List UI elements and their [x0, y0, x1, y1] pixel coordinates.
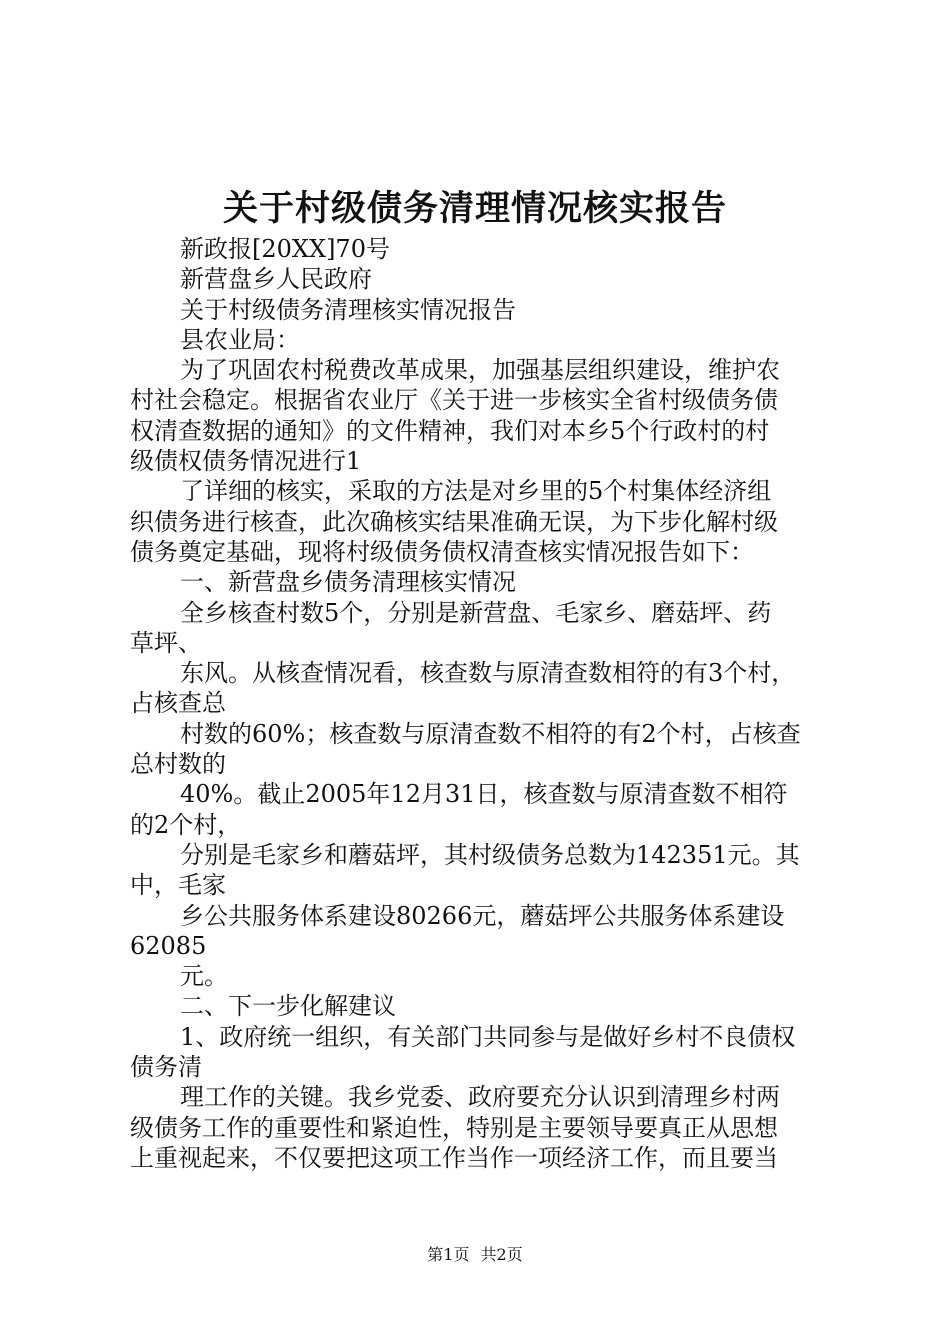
text-line: 40%。截止2005年12月31日，核查数与原清查数不相符 — [180, 780, 788, 809]
text-line: 一、新营盘乡债务清理核实情况 — [180, 568, 516, 597]
text-line: 1、政府统一组织，有关部门共同参与是做好乡村不良债权 — [180, 1022, 796, 1051]
text-line: 元。 — [180, 962, 228, 991]
text-line: 新政报[20XX]70号 — [180, 235, 390, 263]
document-title: 关于村级债务清理情况核实报告 — [222, 188, 727, 229]
text-line: 草坪、 — [130, 628, 202, 657]
text-line: 乡公共服务体系建设80266元，蘑菇坪公共服务体系建设 — [180, 901, 785, 930]
text-line: 为了巩固农村税费改革成果，加强基层组织建设，维护农 — [180, 356, 780, 385]
text-line: 新营盘乡人民政府 — [180, 265, 372, 294]
text-line: 县农业局： — [180, 325, 300, 354]
text-line: 总村数的 — [130, 750, 226, 779]
page-total: 共2页 — [480, 1245, 523, 1264]
text-line: 关于村级债务清理核实情况报告 — [180, 295, 516, 324]
text-line: 分别是毛家乡和蘑菇坪，其村级债务总数为142351元。其 — [180, 840, 800, 869]
text-line: 村社会稳定。根据省农业厅《关于进一步核实全省村级债务债 — [130, 386, 778, 415]
text-line: 上重视起来，不仅要把这项工作当作一项经济工作，而且要当 — [130, 1143, 778, 1172]
text-line: 权清查数据的通知》的文件精神，我们对本乡5个行政村的村 — [130, 416, 770, 445]
text-line: 全乡核查村数5个，分别是新营盘、毛家乡、磨菇坪、药 — [180, 598, 772, 627]
document-body — [130, 234, 830, 1173]
text-line: 的2个村， — [130, 810, 242, 839]
text-line: 债务清 — [130, 1053, 202, 1082]
text-line: 62085 — [130, 931, 207, 960]
text-line: 村数的60%；核查数与原清查数不相符的有2个村，占核查 — [180, 719, 801, 748]
page-footer — [0, 1244, 950, 1266]
text-line: 东风。从核查情况看，核查数与原清查数相符的有3个村， — [180, 659, 796, 688]
page-number: 第1页 — [427, 1245, 470, 1264]
text-line: 了详细的核实，采取的方法是对乡里的5个村集体经济组 — [180, 477, 772, 506]
text-line: 理工作的关键。我乡党委、政府要充分认识到清理乡村两 — [180, 1083, 780, 1112]
text-line: 占核查总 — [130, 689, 226, 718]
text-line: 级债务工作的重要性和紧迫性，特别是主要领导要真正从思想 — [130, 1113, 778, 1142]
text-line: 债务奠定基础，现将村级债务债权清查核实情况报告如下： — [130, 537, 754, 566]
text-line: 织债务进行核查，此次确核实结果准确无误，为下步化解村级 — [130, 507, 778, 536]
text-line: 中，毛家 — [130, 871, 226, 900]
text-line: 二、下一步化解建议 — [180, 992, 396, 1021]
text-line: 级债权债务情况进行1 — [130, 447, 362, 476]
